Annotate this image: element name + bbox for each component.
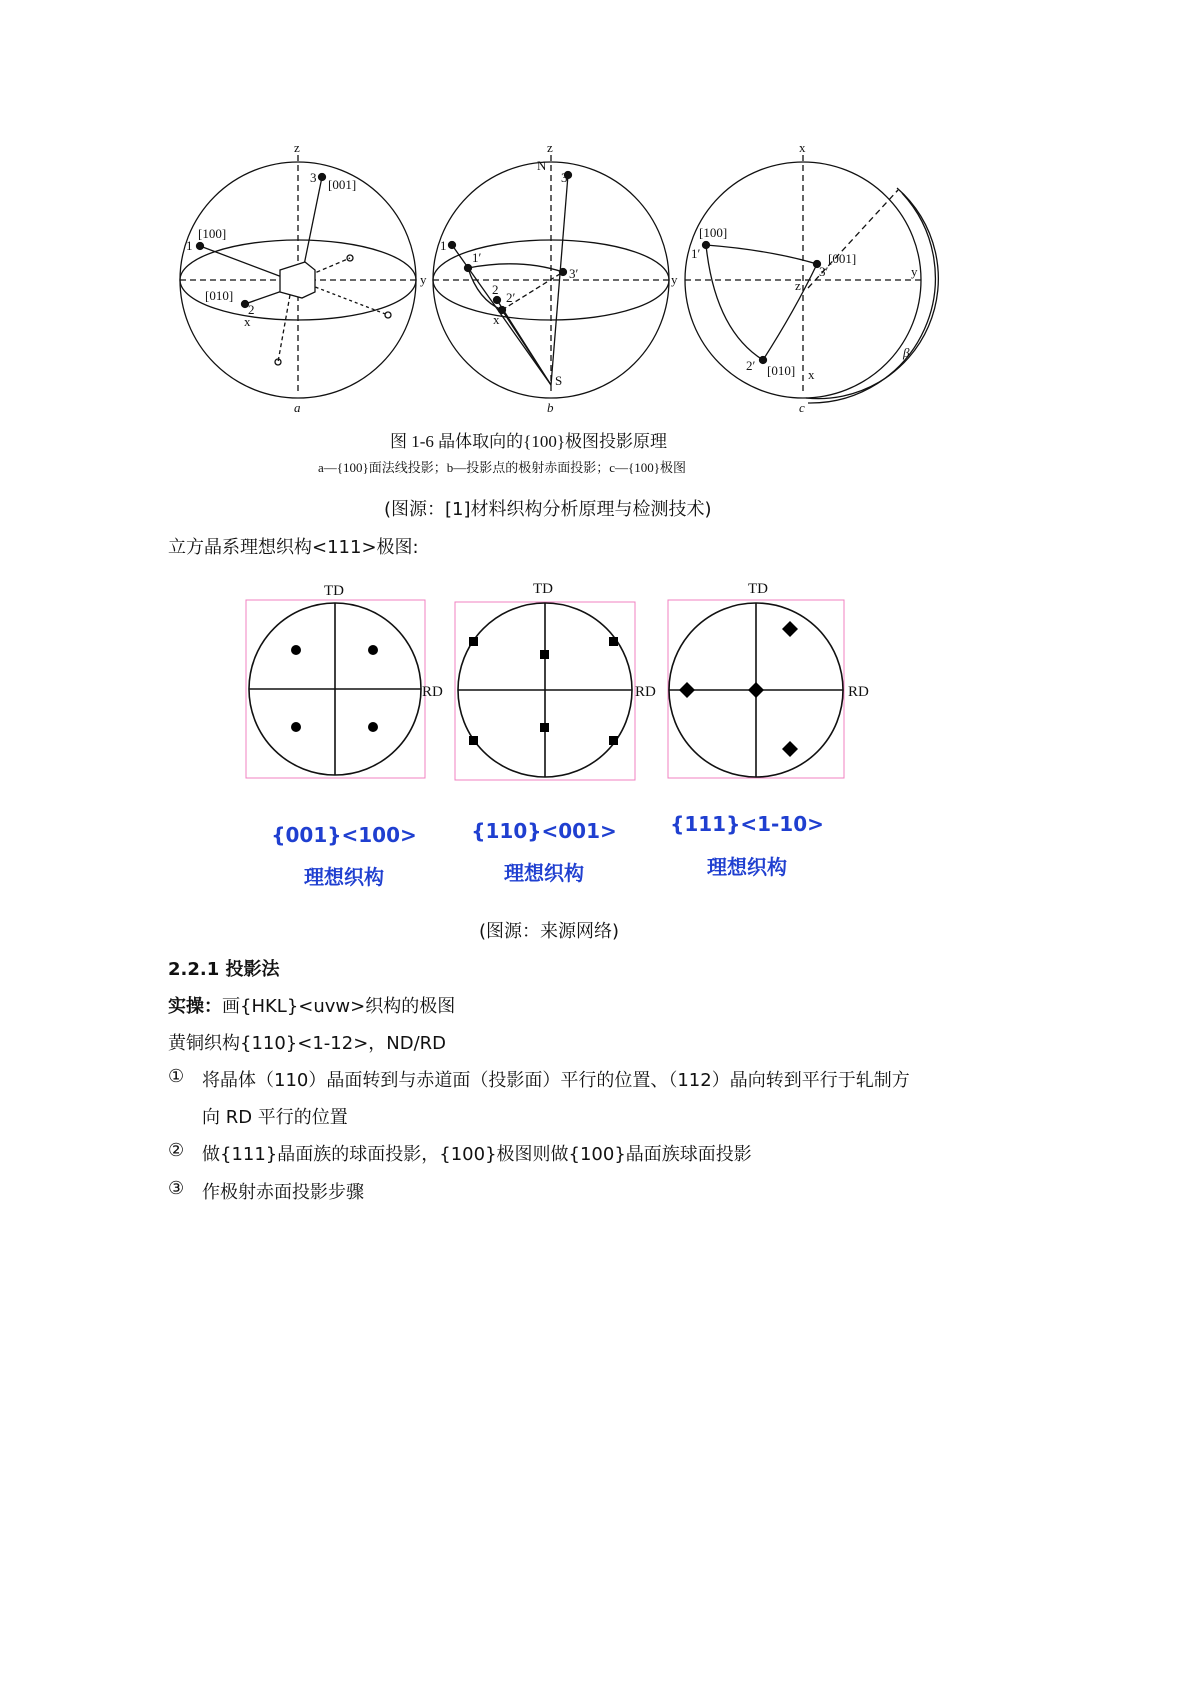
pole-figure-001-100 [246, 600, 425, 778]
figure-1-6-projection [170, 135, 950, 425]
pole-figure-111-1-10 [668, 600, 844, 778]
sphere-a [180, 140, 427, 415]
rd-label: RD [422, 684, 443, 700]
angle-beta-label: β [903, 345, 910, 360]
point-2-prime: 2′ [746, 358, 756, 373]
practice-label: 实操： [168, 996, 222, 1017]
td-label: TD [533, 581, 553, 597]
td-label: TD [324, 583, 344, 599]
rd-label: RD [635, 684, 656, 700]
point-1-prime: 1′ [691, 246, 701, 261]
axis-label-y: y [671, 272, 678, 287]
label-001: [001] [828, 251, 857, 266]
texture-subtitle-3: 理想织构 [707, 855, 787, 879]
stereogram-c [685, 140, 938, 415]
texture-title-3: {111}<1-10> [670, 812, 824, 836]
axis-label-z: z [294, 140, 300, 155]
practice-text: 画{HKL}<uvw>织构的极图 [222, 996, 456, 1017]
figure-source: (图源：[1]材料织构分析原理与检测技术) [384, 499, 712, 520]
axis-label-x: x [493, 312, 500, 327]
point-1: 1 [186, 238, 193, 253]
ideal-texture-pole-figures [240, 575, 880, 790]
point-3-prime: 3′ [819, 264, 829, 279]
panel-letter-a: a [294, 400, 301, 415]
axis-label-x-top: x [799, 140, 806, 155]
label-010: [010] [205, 288, 234, 303]
sphere-b [433, 140, 678, 415]
texture-title-1: {001}<100> [271, 823, 417, 847]
texture-subtitle-2: 理想织构 [504, 861, 584, 885]
label-010: [010] [767, 363, 796, 378]
figure-caption: 图 1-6 晶体取向的{100}极图投影原理 [390, 432, 667, 451]
point-1-prime: 1′ [472, 250, 482, 265]
point-2: 2 [248, 302, 255, 317]
practice-line [168, 992, 455, 1018]
intro-text: 立方晶系理想织构<111>极图: [168, 537, 419, 558]
label-100: [100] [699, 225, 728, 240]
point-1: 1 [440, 238, 447, 253]
point-3: 3 [561, 170, 568, 185]
step-1-number: ① [168, 1066, 185, 1087]
label-001: [001] [328, 177, 357, 192]
south-pole-label: S [555, 373, 563, 388]
point-2: 2 [492, 282, 499, 297]
td-label: TD [748, 581, 768, 597]
pole-figure-110-001 [455, 602, 635, 780]
section-heading: 2.2.1 投影法 [168, 959, 280, 980]
axis-label-z: z [547, 140, 553, 155]
step-1-text: 将晶体（110）晶面转到与赤道面（投影面）平行的位置、（112）晶向转到平行于轧制方 [202, 1070, 910, 1091]
axis-label-z: z [795, 278, 801, 293]
point-3-prime: 3′ [569, 266, 579, 281]
step-3-number: ③ [168, 1178, 185, 1199]
axis-label-y: y [911, 264, 918, 279]
axis-label-x: x [244, 314, 251, 329]
texture-title-2: {110}<001> [471, 819, 617, 843]
point-2-prime: 2′ [506, 290, 516, 305]
step-2-number: ② [168, 1140, 185, 1161]
axis-label-y: y [420, 272, 427, 287]
panel-letter-c: c [799, 400, 805, 415]
point-3: 3 [310, 170, 317, 185]
north-pole-label: N [537, 158, 547, 173]
step-3-text: 作极射赤面投影步骤 [202, 1182, 364, 1203]
axis-label-x-bottom: x [808, 367, 815, 382]
label-100: [100] [198, 226, 227, 241]
figure2-source: (图源：来源网络) [479, 921, 620, 942]
rd-label: RD [848, 684, 869, 700]
figure-subcaption: a—{100}面法线投影；b—投影点的极射赤面投影；c—{100}极图 [318, 460, 686, 475]
step-1-continuation: 向 RD 平行的位置 [202, 1107, 348, 1128]
step-2-text: 做{111}晶面族的球面投影，{100}极图则做{100}晶面族球面投影 [202, 1144, 752, 1165]
texture-subtitle-1: 理想织构 [304, 865, 384, 889]
panel-letter-b: b [547, 400, 554, 415]
brass-texture-line: 黄铜织构{110}<1-12>，ND/RD [168, 1033, 447, 1054]
